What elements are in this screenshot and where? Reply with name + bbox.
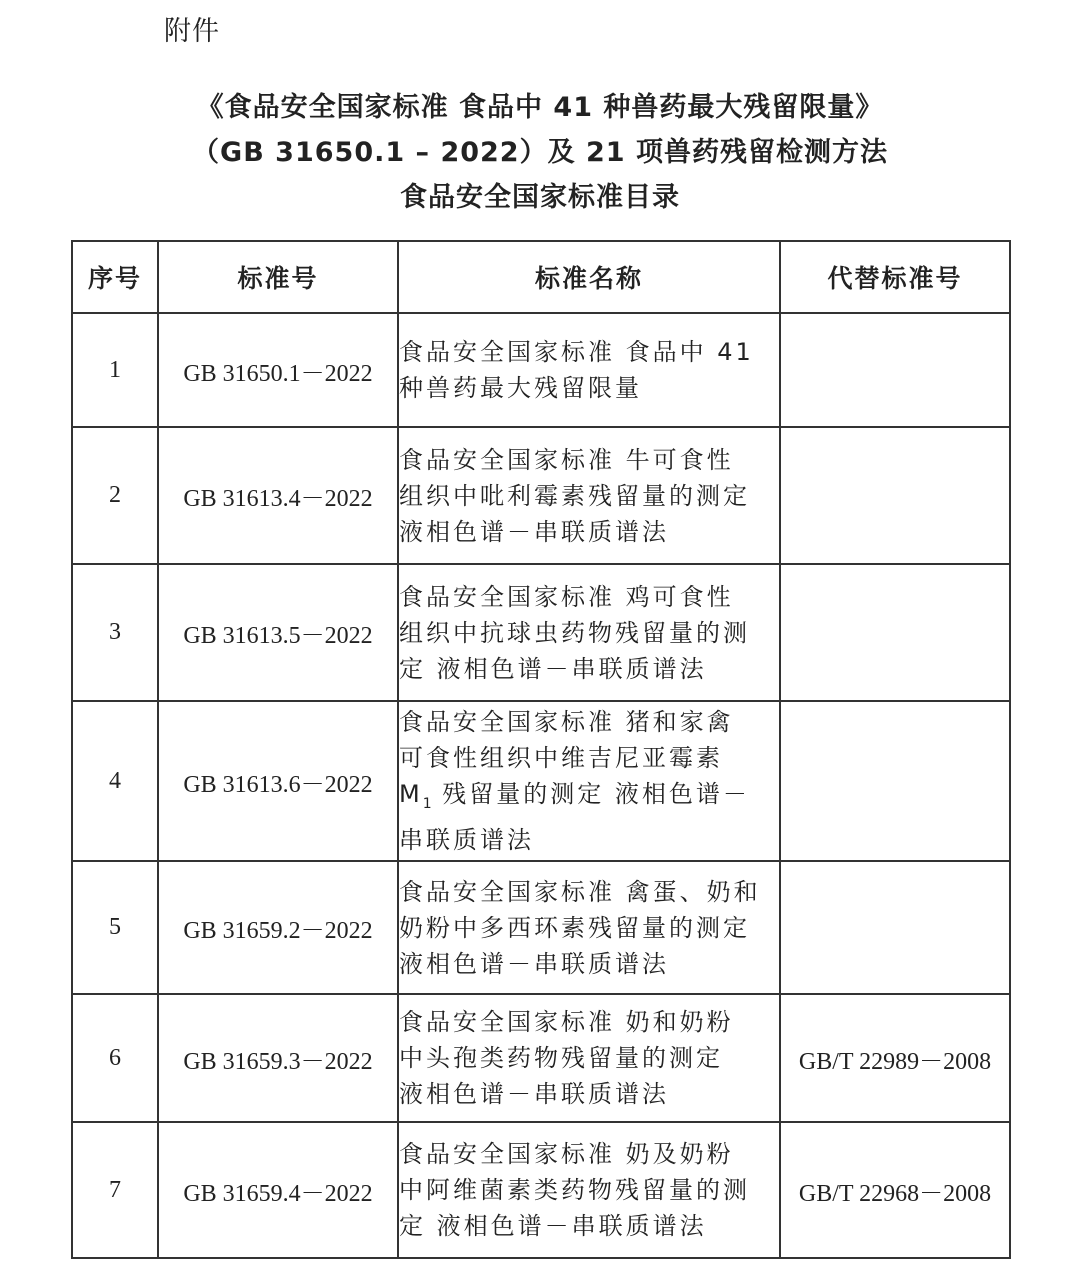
name-line: 定 液相色谱－串联质谱法 [399,654,707,683]
document-title-line-3: 食品安全国家标准目录 [400,182,680,213]
table-row [72,564,1010,701]
row-standard-code: GB 31613.4－2022 [158,427,398,564]
table-row [72,994,1010,1122]
row-standard-code: GB 31613.6－2022 [158,701,398,861]
row-replaced-standard [780,313,1010,427]
header-standard-code: 标准号 [158,241,398,313]
name-line: 食品安全国家标准 奶和奶粉 [399,1008,734,1036]
row-seq: 2 [72,427,158,564]
row-standard-name [398,313,780,427]
name-line: 液相色谱－串联质谱法 [399,517,669,546]
row-standard-name [398,427,780,564]
table-row [72,313,1010,427]
row-standard-code: GB 31659.3－2022 [158,994,398,1122]
name-line: 定 液相色谱－串联质谱法 [399,1212,707,1240]
row-seq: 5 [72,861,158,994]
name-line: 中阿维菌素类药物残留量的测 [399,1176,750,1204]
table-header-row [72,241,1010,313]
row-replaced-standard [780,427,1010,564]
name-line: 食品安全国家标准 食品中 41 [399,338,754,366]
row-standard-name [398,564,780,701]
name-line: 奶粉中多西环素残留量的测定 [399,913,750,942]
header-standard-name: 标准名称 [398,241,780,313]
row-standard-code: GB 31659.2－2022 [158,861,398,994]
name-line: 食品安全国家标准 奶及奶粉 [399,1140,734,1168]
table-row [72,1122,1010,1258]
row-seq: 6 [72,994,158,1122]
name-line: 液相色谱－串联质谱法 [399,1080,669,1108]
name-line: 食品安全国家标准 牛可食性 [399,445,734,474]
table-row [72,701,1010,861]
row-replaced-standard [780,701,1010,861]
name-line: 组织中吡利霉素残留量的测定 [399,481,750,510]
header-seq: 序号 [72,241,158,313]
name-line: 串联质谱法 [399,825,534,854]
row-standard-code: GB 31613.5－2022 [158,564,398,701]
name-line: 食品安全国家标准 鸡可食性 [399,582,734,611]
row-seq: 3 [72,564,158,701]
row-replaced-standard: GB/T 22989－2008 [780,994,1010,1122]
name-line: 液相色谱－串联质谱法 [399,949,669,978]
row-seq: 7 [72,1122,158,1258]
name-line: 组织中抗球虫药物残留量的测 [399,618,750,647]
name-line: 中头孢类药物残留量的测定 [399,1044,723,1072]
table-row [72,861,1010,994]
row-seq: 1 [72,313,158,427]
standards-table [71,240,1011,1259]
table-row [72,427,1010,564]
row-standard-code: GB 31650.1－2022 [158,313,398,427]
row-replaced-standard [780,564,1010,701]
header-replaced-standard: 代替标准号 [780,241,1010,313]
row-standard-name [398,994,780,1122]
row-standard-name [398,701,780,861]
name-line: 可食性组织中维吉尼亚霉素 [399,744,723,773]
attachment-label: 附件 [164,16,220,47]
m1-base: M [399,780,423,809]
m1-subscript: 1 [422,795,432,812]
row-standard-code: GB 31659.4－2022 [158,1122,398,1258]
m1-rest: 残留量的测定 液相色谱－ [431,780,750,809]
row-standard-name [398,1122,780,1258]
name-line: 食品安全国家标准 禽蛋、奶和 [399,877,761,906]
row-replaced-standard: GB/T 22968－2008 [780,1122,1010,1258]
row-replaced-standard [780,861,1010,994]
document-title-line-2: （GB 31650.1 – 2022）及 21 项兽药残留检测方法 [192,137,888,168]
row-standard-name [398,861,780,994]
name-line: 种兽药最大残留限量 [399,374,642,402]
name-line [399,776,761,822]
document-title-line-1: 《食品安全国家标准 食品中 41 种兽药最大残留限量》 [196,92,884,123]
row-seq: 4 [72,701,158,861]
name-line: 食品安全国家标准 猪和家禽 [399,708,734,737]
